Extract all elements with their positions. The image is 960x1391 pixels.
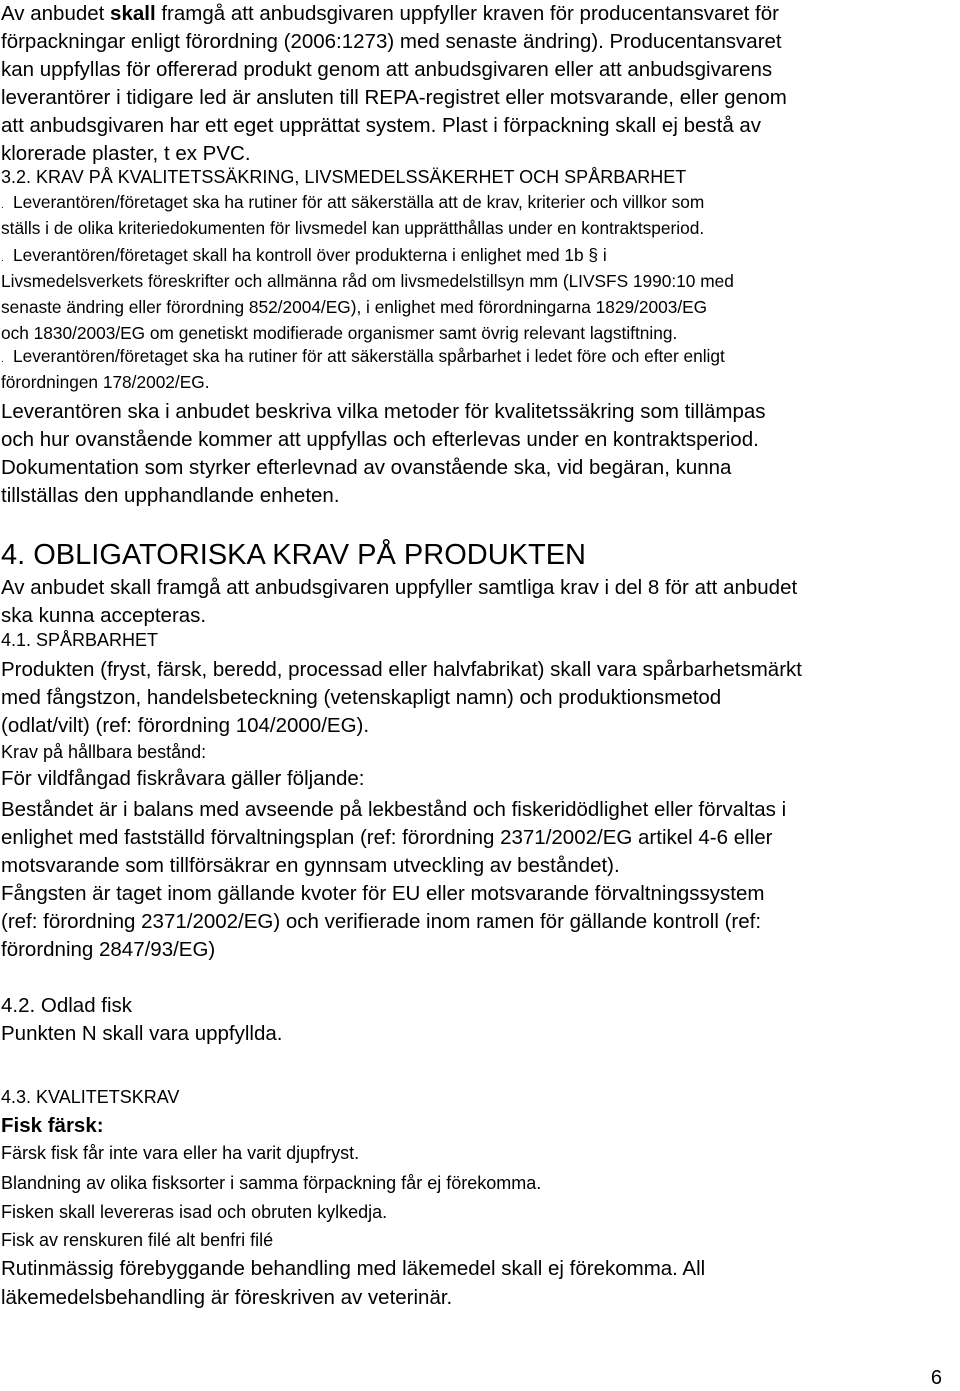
section-4-paragraph-line-2: ska kunna accepteras. [1, 604, 207, 627]
catch-quota-line-3: förordning 2847/93/EG) [1, 938, 216, 961]
bullet-mark: . [1, 354, 4, 365]
stock-balance-line-3: motsvarande som tillförsäkrar en gynnsam utveckling av beståndet). [1, 854, 620, 877]
intro-line-6: klorerade plaster, t ex PVC. [1, 142, 251, 165]
intro-text: Av anbudet [1, 2, 111, 25]
documentation-line-2: tillställas den upphandlande enheten. [1, 484, 340, 507]
intro-line-5: att anbudsgivaren har ett eget upprättat system. Plast i förpackning skall ej bestå av [1, 114, 762, 137]
intro-bold-word: skall [110, 2, 156, 25]
stock-balance-line-1: Beståndet är i balans med avseende på lekbestånd och fiskeridödlighet eller förvaltas i [1, 798, 787, 821]
bullet-3-line-2: förordningen 178/2002/EG. [1, 372, 210, 392]
traceability-line-1: Produkten (fryst, färsk, beredd, processad eller halvfabrikat) skall vara spårbarhetsmärkt [1, 658, 802, 681]
bullet-text: Leverantören/företaget skall ha kontroll över produkterna i enlighet med 1b § i [13, 245, 607, 265]
traceability-line-3: (odlat/vilt) (ref: förordning 104/2000/EG). [1, 714, 370, 737]
catch-quota-line-1: Fångsten är taget inom gällande kvoter för EU eller motsvarande förvaltningssystem [1, 882, 765, 905]
farmed-fish-line: Punkten N skall vara uppfyllda. [1, 1022, 283, 1045]
catch-quota-line-2: (ref: förordning 2371/2002/EG) och verifierade inom ramen för gällande kontroll (ref: [1, 910, 762, 933]
section-4-2-heading: 4.2. Odlad fisk [1, 994, 133, 1017]
fresh-fish-line-6: läkemedelsbehandling är föreskriven av veterinär. [1, 1286, 453, 1309]
bullet-mark: . [1, 200, 4, 211]
intro-line-3: kan uppfyllas för offererad produkt genom att anbudsgivaren eller att anbudsgivarens [1, 58, 773, 81]
bullet-1-line-2: ställs i de olika kriteriedokumenten för livsmedel kan upprätthållas under en kontraktsperiod. [1, 218, 705, 238]
stock-balance-line-2: enlighet med fastställd förvaltningsplan (ref: förordning 2371/2002/EG artikel 4-6 eller [1, 826, 773, 849]
intro-line-1 [1, 0, 779, 28]
section-4-3-heading: 4.3. KVALITETSKRAV [1, 1087, 180, 1107]
fresh-fish-line-2: Blandning av olika fisksorter i samma förpackning får ej förekomma. [1, 1173, 542, 1193]
fresh-fish-line-4: Fisk av renskuren filé alt benfri filé [1, 1230, 274, 1250]
wild-caught-line: För vildfångad fiskråvara gäller följande: [1, 767, 365, 790]
bullet-text: Leverantören/företaget ska ha rutiner för att säkerställa spårbarhet i ledet före och efter enligt [13, 346, 725, 366]
section-4-heading: 4. OBLIGATORISKA KRAV PÅ PRODUKTEN [1, 539, 586, 571]
quality-paragraph-line-2: och hur ovanstående kommer att uppfyllas och efterlevas under en kontraktsperiod. [1, 428, 759, 451]
bullet-3-line-1 [1, 345, 725, 371]
traceability-line-2: med fångstzon, handelsbeteckning (vetenskapligt namn) och produktionsmetod [1, 686, 722, 709]
fresh-fish-heading-text: Fisk färsk: [1, 1114, 104, 1137]
bullet-1-line-1 [1, 191, 704, 217]
fresh-fish-line-5: Rutinmässig förebyggande behandling med läkemedel skall ej förekomma. All [1, 1257, 706, 1280]
bullet-2-line-4: och 1830/2003/EG om genetiskt modifierade organismer samt övrig relevant lagstiftning. [1, 323, 678, 343]
bullet-2-line-1 [1, 244, 607, 270]
bullet-mark: . [1, 253, 4, 264]
sustainable-stocks-heading: Krav på hållbara bestånd: [1, 742, 207, 762]
documentation-line-1: Dokumentation som styrker efterlevnad av ovanstående ska, vid begäran, kunna [1, 456, 732, 479]
bullet-text: Leverantören/företaget ska ha rutiner för att säkerställa att de krav, kriterier och villkor som [13, 192, 705, 212]
section-4-paragraph-line-1: Av anbudet skall framgå att anbudsgivaren uppfyller samtliga krav i del 8 för att anbudet [1, 576, 798, 599]
fresh-fish-heading [1, 1112, 104, 1140]
fresh-fish-line-1: Färsk fisk får inte vara eller ha varit djupfryst. [1, 1143, 360, 1163]
section-3-2-heading: 3.2. KRAV PÅ KVALITETSSÄKRING, LIVSMEDELSSÄKERHET OCH SPÅRBARHET [1, 167, 687, 187]
intro-text: framgå att anbudsgivaren uppfyller kraven för producentansvaret för [155, 2, 779, 25]
intro-line-4: leverantörer i tidigare led är ansluten till REPA-registret eller motsvarande, eller genom [1, 86, 787, 109]
section-4-1-heading: 4.1. SPÅRBARHET [1, 630, 159, 650]
intro-line-2: förpackningar enligt förordning (2006:1273) med senaste ändring). Producentansvaret [1, 30, 782, 53]
bullet-2-line-3: senaste ändring eller förordning 852/2004/EG), i enlighet med förordningarna 1829/2003/EG [1, 297, 708, 317]
fresh-fish-line-3: Fisken skall levereras isad och obruten kylkedja. [1, 1202, 388, 1222]
quality-paragraph-line-1: Leverantören ska i anbudet beskriva vilka metoder för kvalitetssäkring som tillämpas [1, 400, 766, 423]
page-number: 6 [930, 1367, 942, 1389]
bullet-2-line-2: Livsmedelsverkets föreskrifter och allmänna råd om livsmedelstillsyn mm (LIVSFS 1990:10 med [1, 271, 734, 291]
